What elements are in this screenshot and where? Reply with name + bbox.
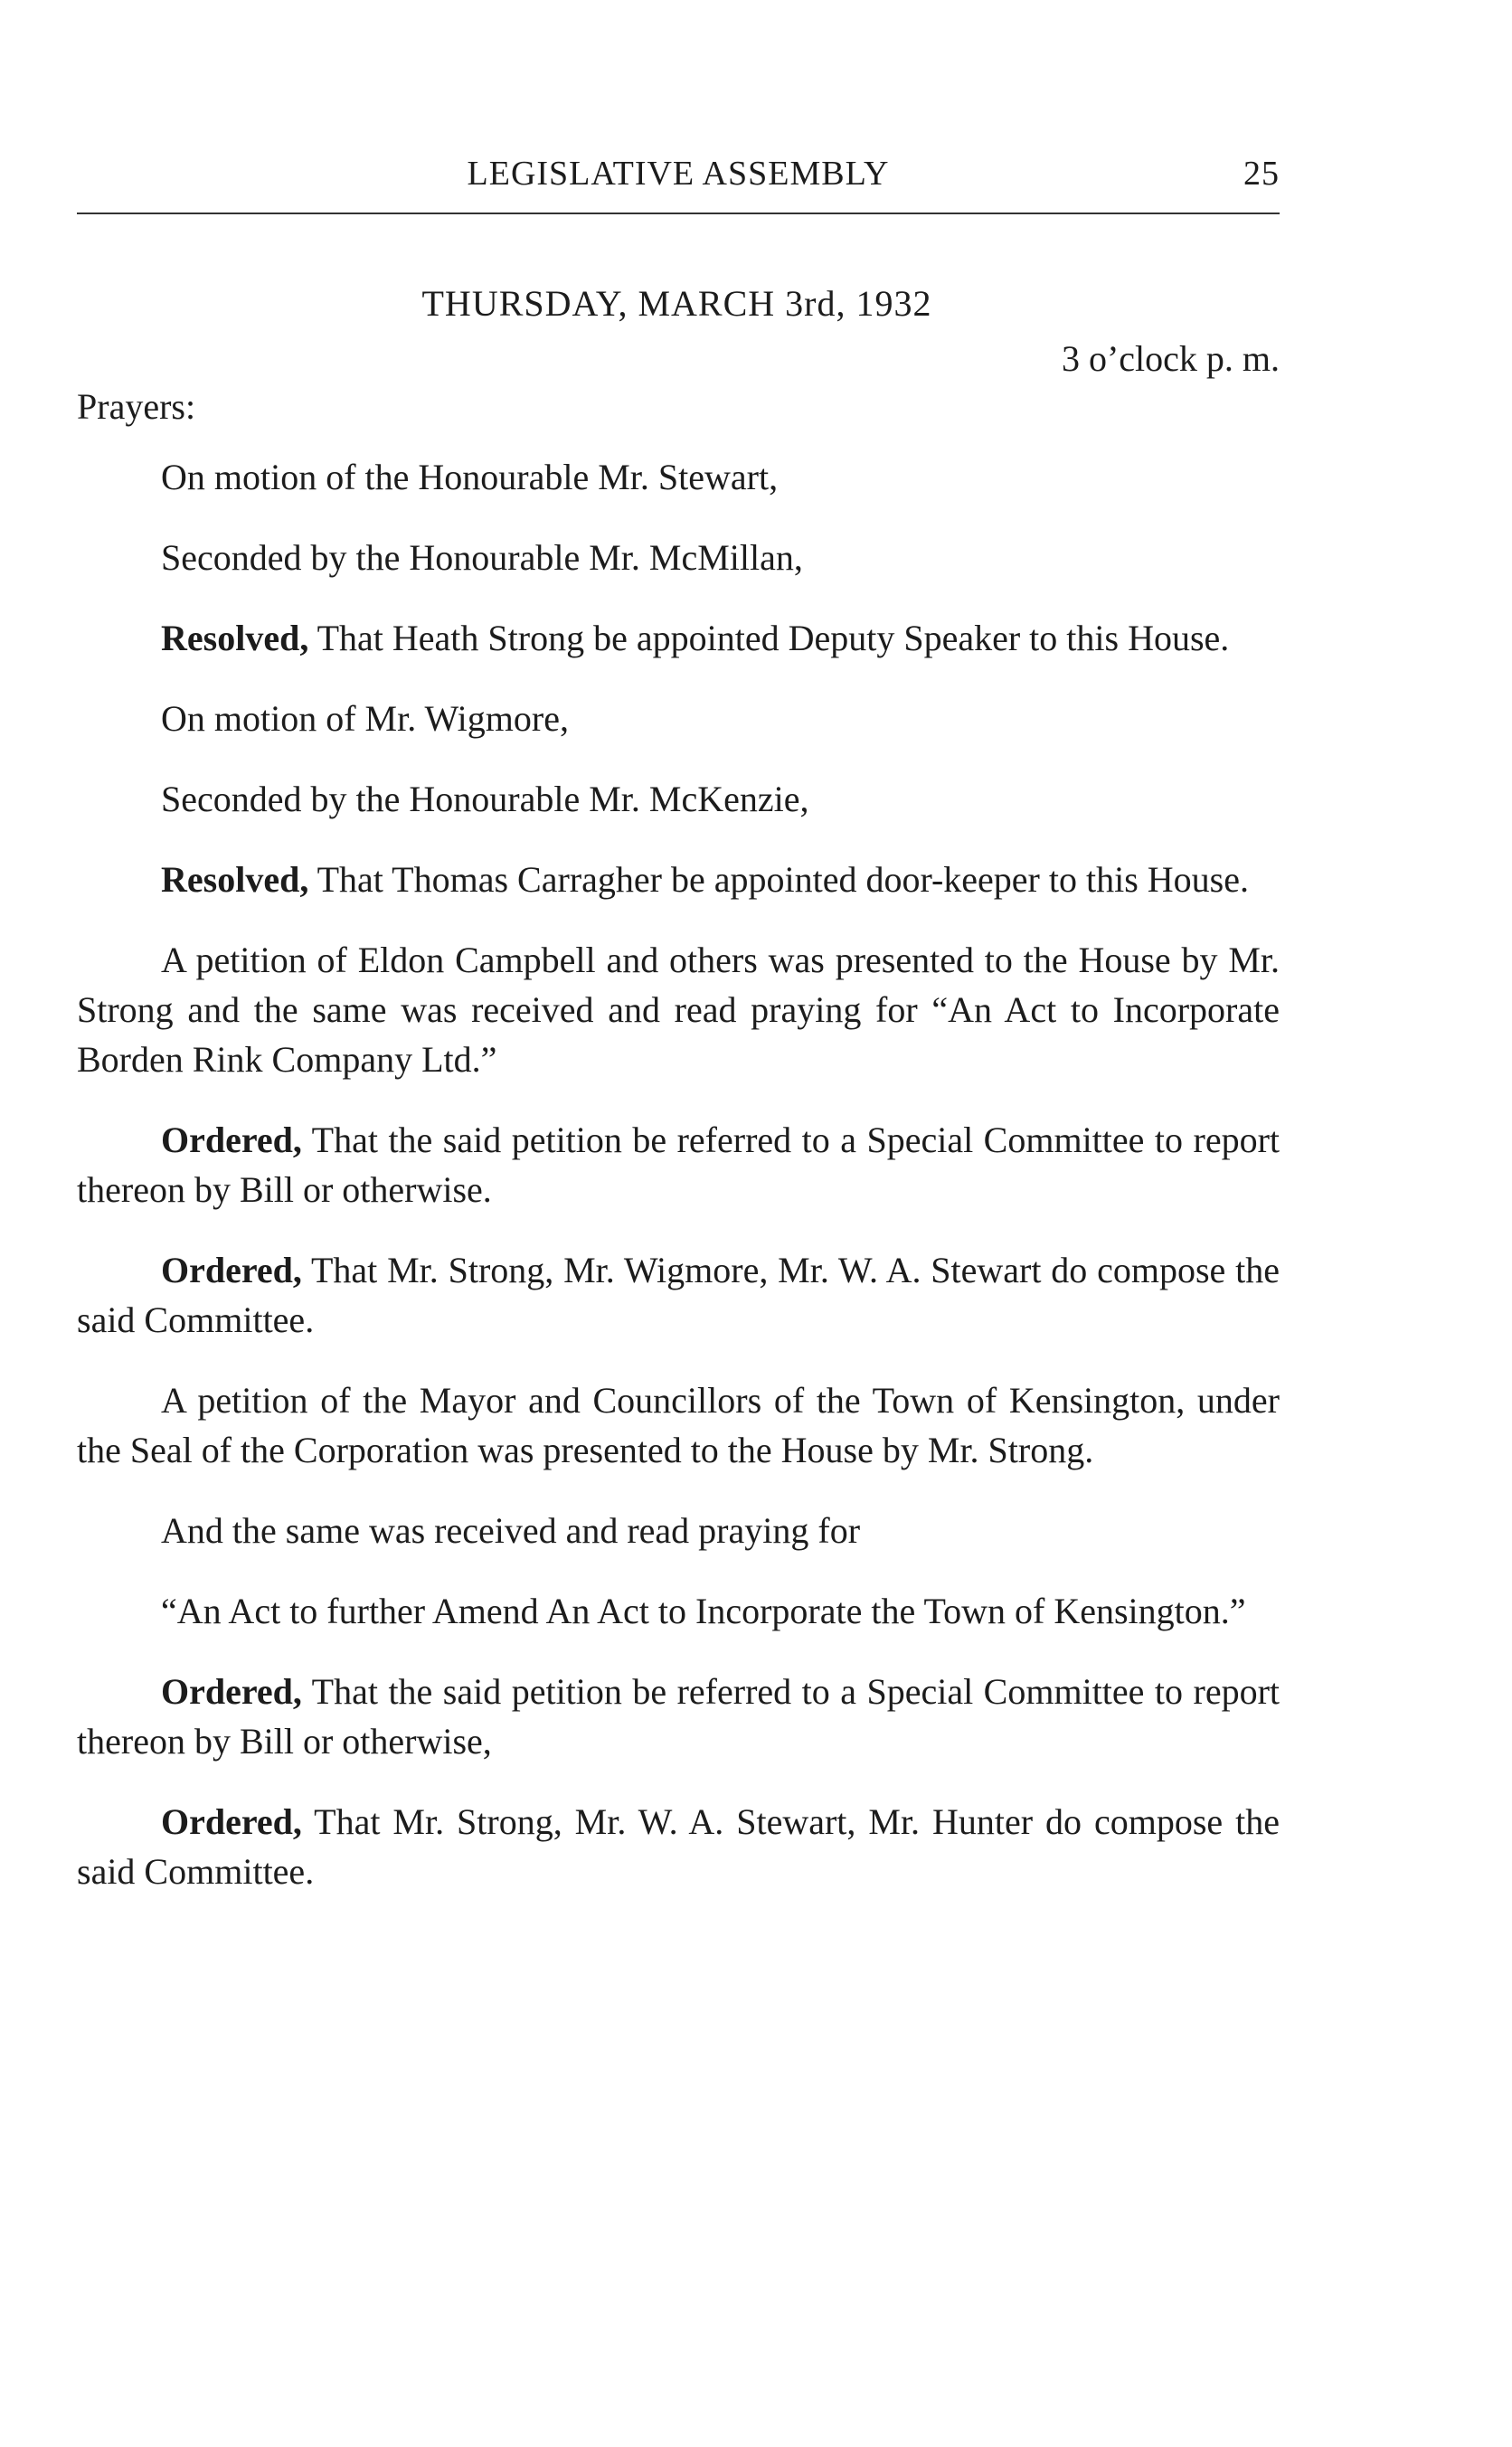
paragraph-text: That Mr. Strong, Mr. W. A. Stewart, Mr. Hunter do compose the said Committee. — [77, 1801, 1280, 1892]
paragraph-text: Seconded by the Honourable Mr. McMillan, — [161, 537, 803, 578]
paragraph-text: That Thomas Carragher be appointed door-keeper to this House. — [308, 859, 1249, 900]
paragraph-text: That the said petition be referred to a Special Committee to report thereon by Bill or otherwise. — [77, 1120, 1280, 1210]
running-header — [77, 154, 1280, 199]
paragraph-lead: Resolved, — [161, 618, 309, 658]
body-text — [77, 452, 1280, 1927]
date-line: THURSDAY, MARCH 3rd, 1932 — [421, 283, 932, 324]
paragraph-text: A petition of the Mayor and Councillors of the Town of Kensington, under the Seal of the Corporation was presented to the House by Mr. Strong. — [77, 1380, 1280, 1470]
paragraph — [77, 613, 1280, 663]
header-title: LEGISLATIVE ASSEMBLY — [467, 155, 890, 193]
paragraph-text: That Heath Strong be appointed Deputy Speaker to this House. — [308, 618, 1230, 658]
paragraph — [77, 533, 1280, 582]
paragraph — [77, 452, 1280, 502]
paragraph — [77, 1797, 1280, 1896]
paragraph-lead: Ordered, — [161, 1250, 302, 1290]
paragraph — [77, 774, 1280, 824]
paragraph-text: And the same was received and read praying for — [161, 1510, 861, 1551]
paragraph — [77, 1506, 1280, 1555]
paragraph — [77, 1375, 1280, 1475]
paragraph-lead: Ordered, — [161, 1671, 302, 1712]
prayers-label: Prayers: — [77, 386, 196, 427]
paragraph — [77, 855, 1280, 904]
paragraph-text: On motion of Mr. Wigmore, — [161, 698, 569, 739]
paragraph — [77, 1586, 1280, 1636]
paragraph-text: A petition of Eldon Campbell and others was presented to the House by Mr. Strong and the same was received and read praying for “An Act to Incorporate Borden Rink Company Ltd.” — [77, 940, 1280, 1080]
header-rule — [77, 213, 1280, 214]
paragraph-lead: Resolved, — [161, 859, 309, 900]
paragraph — [77, 1115, 1280, 1214]
paragraph-text: “An Act to further Amend An Act to Incorporate the Town of Kensington.” — [161, 1591, 1246, 1631]
paragraph-text: Seconded by the Honourable Mr. McKenzie, — [161, 779, 809, 819]
paragraph — [77, 694, 1280, 743]
page-number: 25 — [1243, 155, 1280, 193]
paragraph-text: On motion of the Honourable Mr. Stewart, — [161, 457, 779, 497]
paragraph-text: That the said petition be referred to a Special Committee to report thereon by Bill or otherwise, — [77, 1671, 1280, 1762]
paragraph-lead: Ordered, — [161, 1801, 302, 1842]
paragraph-lead: Ordered, — [161, 1120, 302, 1160]
paragraph — [77, 935, 1280, 1084]
paragraph — [77, 1245, 1280, 1345]
paragraph-text: That Mr. Strong, Mr. Wigmore, Mr. W. A. Stewart do compose the said Committee. — [77, 1250, 1280, 1340]
paragraph — [77, 1667, 1280, 1766]
time-line: 3 o’clock p. m. — [1061, 338, 1280, 379]
